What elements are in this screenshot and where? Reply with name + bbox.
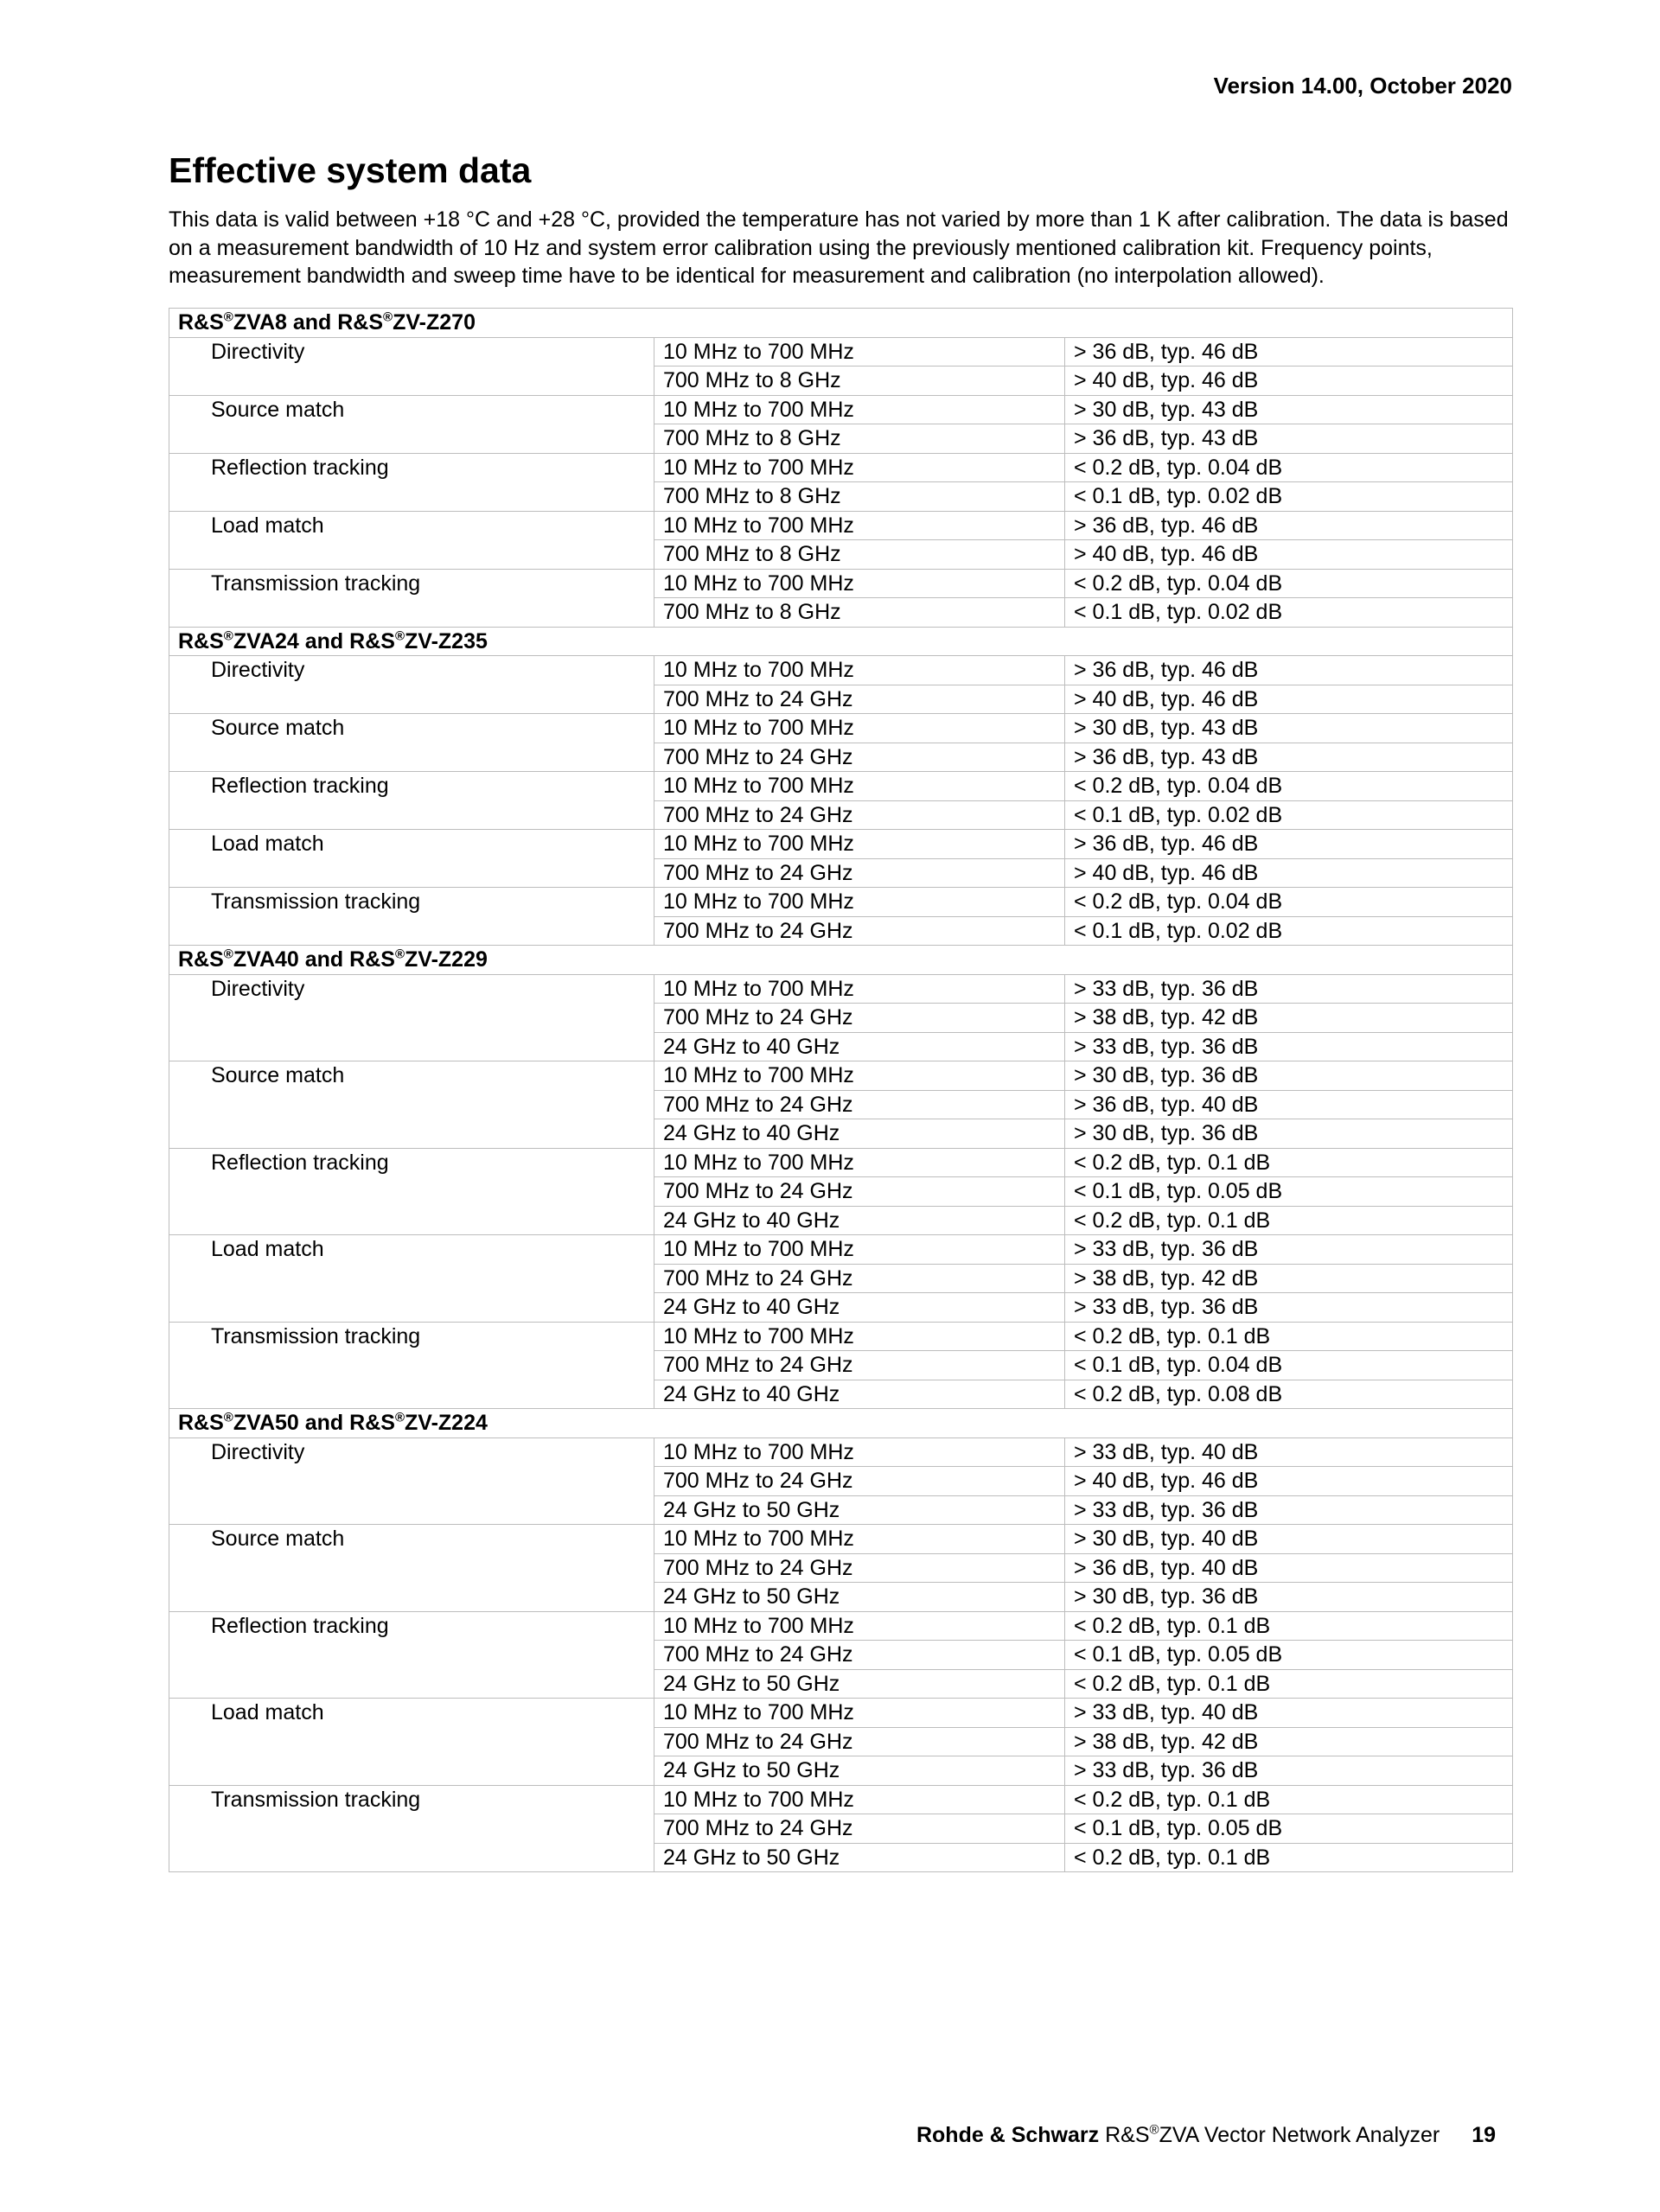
frequency-range: 700 MHz to 24 GHz [654,1814,1065,1844]
spec-value: < 0.1 dB, typ. 0.02 dB [1065,482,1513,512]
table-row [169,1061,1513,1091]
group-heading-model2: ZV-Z235 [405,628,488,653]
parameter-name: Load match [169,830,654,888]
spec-value: > 36 dB, typ. 46 dB [1065,337,1513,367]
frequency-range: 24 GHz to 50 GHz [654,1843,1065,1872]
spec-value: < 0.2 dB, typ. 0.1 dB [1065,1206,1513,1235]
table-row [169,569,1513,598]
frequency-range: 10 MHz to 700 MHz [654,1235,1065,1265]
spec-value: > 38 dB, typ. 42 dB [1065,1004,1513,1033]
table-row [169,1525,1513,1554]
frequency-range: 10 MHz to 700 MHz [654,714,1065,743]
frequency-range: 700 MHz to 24 GHz [654,1090,1065,1119]
parameter-name: Transmission tracking [169,1785,654,1872]
spec-value: > 40 dB, typ. 46 dB [1065,858,1513,888]
spec-value: > 33 dB, typ. 36 dB [1065,1032,1513,1061]
registered-mark: ® [394,1410,405,1425]
spec-value: < 0.2 dB, typ. 0.1 dB [1065,1669,1513,1699]
frequency-range: 24 GHz to 40 GHz [654,1380,1065,1409]
spec-value: < 0.1 dB, typ. 0.02 dB [1065,800,1513,830]
spec-value: < 0.2 dB, typ. 0.08 dB [1065,1380,1513,1409]
frequency-range: 24 GHz to 40 GHz [654,1206,1065,1235]
system-data-table [169,308,1513,1872]
table-row [169,1785,1513,1814]
frequency-range: 700 MHz to 8 GHz [654,482,1065,512]
page-title: Effective system data [169,150,532,190]
group-heading-row [169,1409,1513,1438]
spec-value: > 36 dB, typ. 46 dB [1065,511,1513,540]
group-heading [169,309,1513,338]
parameter-name: Source match [169,1061,654,1149]
parameter-name: Source match [169,714,654,772]
registered-mark: ® [223,1410,233,1425]
frequency-range: 24 GHz to 40 GHz [654,1032,1065,1061]
spec-value: > 33 dB, typ. 36 dB [1065,1293,1513,1323]
frequency-range: 10 MHz to 700 MHz [654,511,1065,540]
table-row [169,888,1513,917]
frequency-range: 700 MHz to 24 GHz [654,1641,1065,1670]
group-heading-model2: ZV-Z229 [405,947,488,972]
registered-mark: ® [394,628,405,644]
group-heading-model2: ZV-Z270 [393,310,476,335]
spec-value: < 0.1 dB, typ. 0.04 dB [1065,1351,1513,1380]
group-heading-row [169,309,1513,338]
version-label: Version 14.00, October 2020 [1213,73,1512,99]
footer-product: ZVA Vector Network Analyzer [1159,2123,1440,2147]
spec-value: > 33 dB, typ. 36 dB [1065,1495,1513,1525]
parameter-name: Source match [169,395,654,453]
spec-value: > 36 dB, typ. 43 dB [1065,743,1513,772]
spec-value: < 0.2 dB, typ. 0.1 dB [1065,1843,1513,1872]
group-heading-brand1: R&S [178,1411,224,1435]
frequency-range: 10 MHz to 700 MHz [654,1611,1065,1641]
table-row [169,1611,1513,1641]
parameter-name: Reflection tracking [169,1148,654,1235]
frequency-range: 10 MHz to 700 MHz [654,1525,1065,1554]
table-row [169,395,1513,424]
page-number: 19 [1472,2123,1496,2147]
footer-brand: R&S [1105,2123,1150,2147]
group-heading-brand2: R&S [337,310,384,335]
group-heading-model1: ZVA40 and [233,947,350,972]
frequency-range: 10 MHz to 700 MHz [654,1785,1065,1814]
frequency-range: 700 MHz to 24 GHz [654,1177,1065,1207]
frequency-range: 10 MHz to 700 MHz [654,337,1065,367]
spec-value: > 36 dB, typ. 40 dB [1065,1553,1513,1583]
frequency-range: 700 MHz to 24 GHz [654,1553,1065,1583]
spec-value: > 30 dB, typ. 36 dB [1065,1061,1513,1091]
parameter-name: Source match [169,1525,654,1612]
footer-company: Rohde & Schwarz [916,2123,1100,2147]
group-heading [169,627,1513,656]
group-heading [169,946,1513,975]
spec-value: < 0.1 dB, typ. 0.05 dB [1065,1641,1513,1670]
frequency-range: 700 MHz to 24 GHz [654,916,1065,946]
parameter-name: Load match [169,1699,654,1786]
frequency-range: 10 MHz to 700 MHz [654,1061,1065,1091]
frequency-range: 700 MHz to 8 GHz [654,598,1065,628]
spec-value: > 30 dB, typ. 40 dB [1065,1525,1513,1554]
frequency-range: 700 MHz to 24 GHz [654,1467,1065,1496]
group-heading-row [169,627,1513,656]
parameter-name: Transmission tracking [169,1322,654,1409]
table-row [169,337,1513,367]
table-row [169,714,1513,743]
spec-value: < 0.2 dB, typ. 0.04 dB [1065,772,1513,801]
group-heading-brand2: R&S [349,1411,395,1435]
table-row [169,511,1513,540]
spec-value: < 0.2 dB, typ. 0.04 dB [1065,888,1513,917]
spec-value: > 30 dB, typ. 36 dB [1065,1119,1513,1149]
frequency-range: 10 MHz to 700 MHz [654,1322,1065,1351]
frequency-range: 10 MHz to 700 MHz [654,772,1065,801]
frequency-range: 10 MHz to 700 MHz [654,1148,1065,1177]
frequency-range: 24 GHz to 40 GHz [654,1293,1065,1323]
spec-value: > 30 dB, typ. 36 dB [1065,1583,1513,1612]
spec-value: > 30 dB, typ. 43 dB [1065,714,1513,743]
spec-value: > 40 dB, typ. 46 dB [1065,1467,1513,1496]
spec-value: < 0.2 dB, typ. 0.04 dB [1065,453,1513,482]
parameter-name: Directivity [169,656,654,714]
spec-value: > 36 dB, typ. 43 dB [1065,424,1513,454]
parameter-name: Reflection tracking [169,453,654,511]
system-data-table-body [169,309,1513,1872]
spec-value: > 40 dB, typ. 46 dB [1065,540,1513,570]
spec-value: > 38 dB, typ. 42 dB [1065,1727,1513,1756]
group-heading-brand1: R&S [178,947,224,972]
group-heading-model1: ZVA50 and [233,1411,350,1435]
parameter-name: Transmission tracking [169,569,654,627]
table-row [169,772,1513,801]
registered-mark: ® [394,947,405,962]
registered-mark: ® [383,309,393,325]
spec-value: > 33 dB, typ. 36 dB [1065,1756,1513,1786]
frequency-range: 24 GHz to 50 GHz [654,1495,1065,1525]
frequency-range: 10 MHz to 700 MHz [654,1699,1065,1728]
parameter-name: Directivity [169,1437,654,1525]
spec-value: < 0.1 dB, typ. 0.05 dB [1065,1177,1513,1207]
frequency-range: 24 GHz to 40 GHz [654,1119,1065,1149]
frequency-range: 10 MHz to 700 MHz [654,888,1065,917]
intro-paragraph: This data is valid between +18 °C and +28 °C, provided the temperature has not varied by more than 1 K after calibration. The data is based on a measurement bandwidth of 10 Hz and system error calibration using the previously mentioned calibration kit. Frequency points, measurement bandwidth and sweep time have to be identical for measurement and calibration (no interpolation allowed). [169,207,1509,288]
parameter-name: Reflection tracking [169,772,654,830]
spec-value: > 33 dB, typ. 36 dB [1065,974,1513,1004]
parameter-name: Transmission tracking [169,888,654,946]
spec-value: > 30 dB, typ. 43 dB [1065,395,1513,424]
table-row [169,830,1513,859]
spec-value: < 0.1 dB, typ. 0.02 dB [1065,916,1513,946]
spec-value: < 0.2 dB, typ. 0.1 dB [1065,1322,1513,1351]
parameter-name: Load match [169,1235,654,1323]
page-footer [916,2123,1496,2148]
table-row [169,1235,1513,1265]
frequency-range: 700 MHz to 24 GHz [654,1004,1065,1033]
frequency-range: 10 MHz to 700 MHz [654,453,1065,482]
group-heading-model2: ZV-Z224 [405,1411,488,1435]
frequency-range: 700 MHz to 24 GHz [654,858,1065,888]
frequency-range: 700 MHz to 8 GHz [654,540,1065,570]
spec-value: > 40 dB, typ. 46 dB [1065,685,1513,714]
frequency-range: 10 MHz to 700 MHz [654,1437,1065,1467]
spec-value: > 33 dB, typ. 40 dB [1065,1437,1513,1467]
registered-mark: ® [223,947,233,962]
table-row [169,656,1513,685]
group-heading-row [169,946,1513,975]
spec-value: > 38 dB, typ. 42 dB [1065,1264,1513,1293]
parameter-name: Reflection tracking [169,1611,654,1699]
spec-value: > 36 dB, typ. 46 dB [1065,656,1513,685]
group-heading-brand2: R&S [349,947,395,972]
registered-mark: ® [223,628,233,644]
group-heading [169,1409,1513,1438]
frequency-range: 700 MHz to 8 GHz [654,367,1065,396]
table-row [169,1322,1513,1351]
spec-value: > 36 dB, typ. 46 dB [1065,830,1513,859]
frequency-range: 700 MHz to 24 GHz [654,800,1065,830]
spec-value: > 36 dB, typ. 40 dB [1065,1090,1513,1119]
group-heading-model1: ZVA24 and [233,628,350,653]
frequency-range: 700 MHz to 8 GHz [654,424,1065,454]
parameter-name: Directivity [169,974,654,1061]
parameter-name: Directivity [169,337,654,395]
frequency-range: 10 MHz to 700 MHz [654,656,1065,685]
table-row [169,1699,1513,1728]
table-row [169,1437,1513,1467]
spec-value: < 0.1 dB, typ. 0.02 dB [1065,598,1513,628]
table-row [169,1148,1513,1177]
table-row [169,974,1513,1004]
spec-value: > 40 dB, typ. 46 dB [1065,367,1513,396]
group-heading-brand2: R&S [349,628,395,653]
frequency-range: 24 GHz to 50 GHz [654,1583,1065,1612]
registered-mark: ® [223,309,233,325]
frequency-range: 700 MHz to 24 GHz [654,685,1065,714]
frequency-range: 700 MHz to 24 GHz [654,743,1065,772]
spec-value: < 0.2 dB, typ. 0.1 dB [1065,1785,1513,1814]
frequency-range: 10 MHz to 700 MHz [654,830,1065,859]
group-heading-brand1: R&S [178,628,224,653]
spec-value: < 0.2 dB, typ. 0.1 dB [1065,1148,1513,1177]
frequency-range: 10 MHz to 700 MHz [654,395,1065,424]
spec-value: < 0.2 dB, typ. 0.1 dB [1065,1611,1513,1641]
spec-value: > 33 dB, typ. 40 dB [1065,1699,1513,1728]
group-heading-brand1: R&S [178,310,224,335]
group-heading-model1: ZVA8 and [233,310,338,335]
frequency-range: 700 MHz to 24 GHz [654,1351,1065,1380]
spec-value: < 0.2 dB, typ. 0.04 dB [1065,569,1513,598]
frequency-range: 700 MHz to 24 GHz [654,1727,1065,1756]
frequency-range: 24 GHz to 50 GHz [654,1756,1065,1786]
frequency-range: 10 MHz to 700 MHz [654,569,1065,598]
spec-value: < 0.1 dB, typ. 0.05 dB [1065,1814,1513,1844]
footer-registered-mark: ® [1149,2122,1159,2138]
table-row [169,453,1513,482]
parameter-name: Load match [169,511,654,569]
spec-value: > 33 dB, typ. 36 dB [1065,1235,1513,1265]
frequency-range: 700 MHz to 24 GHz [654,1264,1065,1293]
frequency-range: 10 MHz to 700 MHz [654,974,1065,1004]
frequency-range: 24 GHz to 50 GHz [654,1669,1065,1699]
